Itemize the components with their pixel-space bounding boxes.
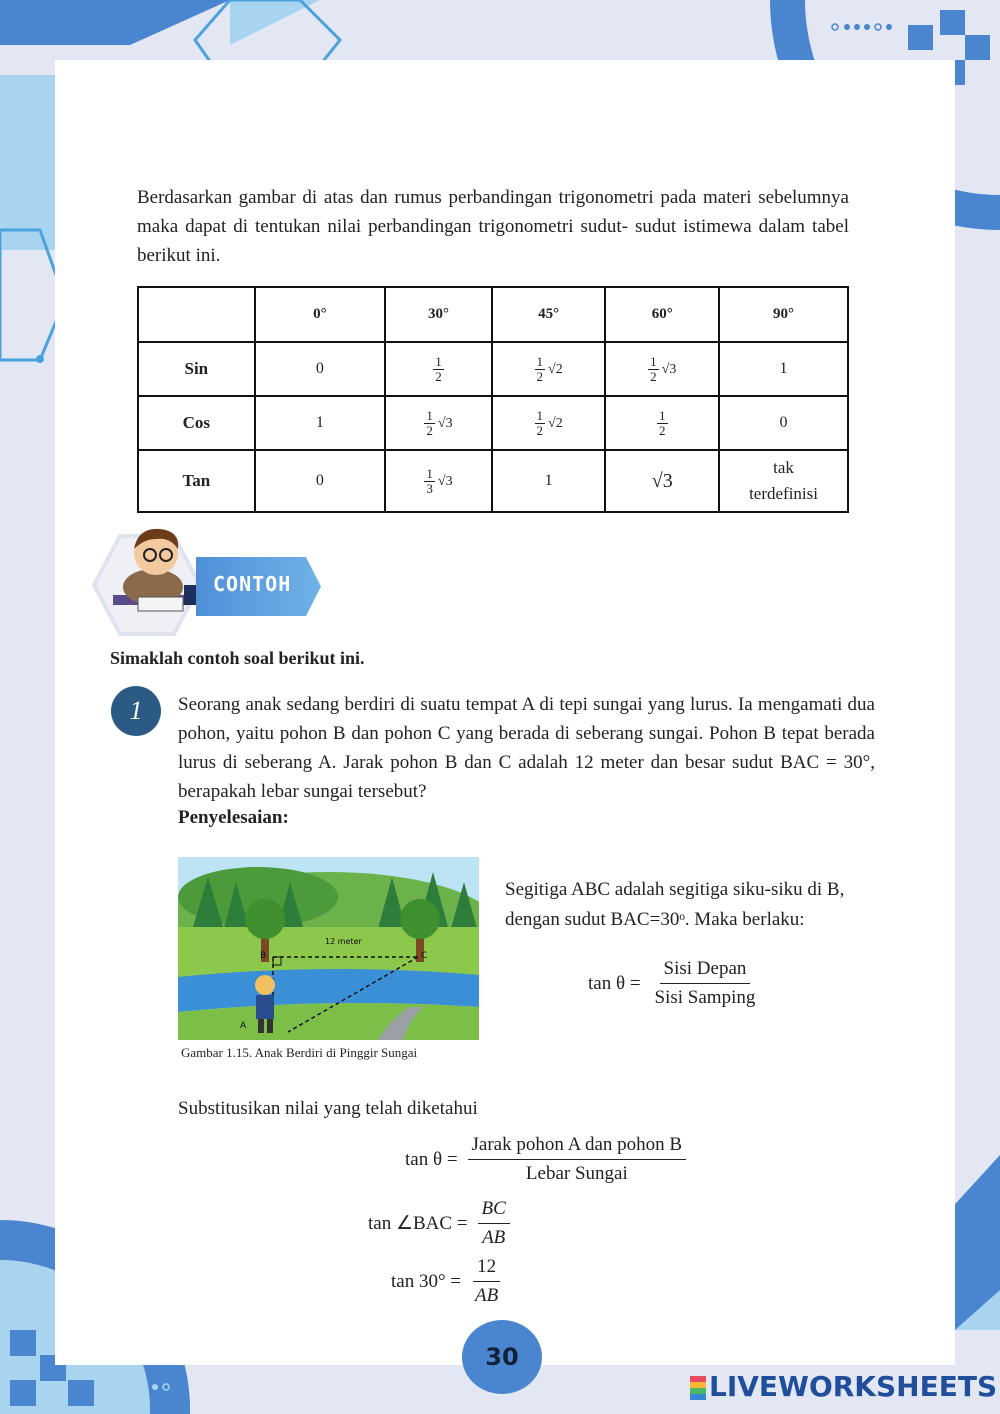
- table-cell: [385, 450, 492, 512]
- penyelesaian-label: Penyelesaian:: [178, 807, 289, 828]
- fraction-numerator: 1: [435, 353, 442, 369]
- point-b-label: B: [260, 951, 267, 961]
- river-scene: [178, 857, 479, 1040]
- equation-lhs: tan 30° =: [391, 1270, 462, 1292]
- cell-value: tak terdefinisi: [749, 458, 818, 503]
- trig-table: [137, 286, 849, 513]
- table-row: [138, 450, 848, 512]
- cell-value: 0: [779, 414, 788, 431]
- cell-value: √3: [651, 469, 673, 492]
- table-cell: [255, 450, 386, 512]
- table-header-row: [138, 287, 848, 342]
- cell-value: 1: [779, 360, 788, 377]
- brand-icon: [690, 1376, 706, 1400]
- fraction-denominator: 2: [659, 422, 666, 438]
- equation-numerator: Jarak pohon A dan pohon B: [468, 1134, 687, 1160]
- table-cell: [605, 396, 719, 450]
- page-number-badge: 30: [462, 1320, 542, 1394]
- equation-1: [588, 958, 759, 1009]
- fraction-numerator: 1: [426, 407, 433, 423]
- fraction-numerator: 1: [536, 353, 544, 369]
- table-cell: [605, 450, 719, 512]
- equation-3: [368, 1198, 510, 1249]
- fraction-denominator: 2: [536, 368, 544, 384]
- header-cell: 30°: [385, 287, 492, 342]
- segitiga-text: Segitiga ABC adalah segitiga siku-siku di B, dengan sudut BAC=30ᵒ. Maka berlaku:: [505, 879, 845, 930]
- figure-caption: Gambar 1.15. Anak Berdiri di Pinggir Sungai: [181, 1045, 418, 1060]
- row-label-tan: Tan: [138, 450, 255, 512]
- fraction-denominator: 2: [650, 368, 657, 384]
- problem-number-badge: 1: [111, 686, 161, 736]
- fraction-denominator: 2: [426, 422, 433, 438]
- table-cell: [605, 342, 719, 396]
- table-cell: [492, 450, 606, 512]
- root-term: √3: [661, 361, 677, 377]
- cell-value: 1: [315, 414, 324, 431]
- student-illustration: [108, 525, 203, 620]
- river-illustration: [178, 857, 479, 1040]
- table-row: [138, 342, 848, 396]
- row-label-cos: Cos: [138, 396, 255, 450]
- equation-lhs: tan θ =: [588, 972, 641, 994]
- problem-text: Seorang anak sedang berdiri di suatu tempat A di tepi sungai yang lurus. Ia mengamati dua pohon, yaitu pohon B dan pohon C yang berada di seberang sungai. Pohon B tepat berada lurus di seberang A. Jarak pohon B dan C adalah 12 meter dan besar sudut BAC = 30°, berapakah lebar sungai tersebut?: [178, 694, 875, 802]
- fraction-denominator: 2: [435, 368, 442, 384]
- table-cell: [719, 396, 848, 450]
- simak-instruction: Simaklah contoh soal berikut ini.: [110, 648, 365, 668]
- table-cell: [719, 342, 848, 396]
- equation-lhs: tan ∠BAC =: [368, 1213, 468, 1234]
- equation-denominator: Sisi Samping: [654, 987, 756, 1008]
- table-cell: [492, 396, 606, 450]
- fraction-numerator: 1: [659, 407, 666, 423]
- table-cell: [385, 396, 492, 450]
- distance-label: 12 meter: [325, 937, 362, 946]
- table-cell: [492, 342, 606, 396]
- equation-numerator: Sisi Depan: [660, 958, 751, 984]
- substitution-text: Substitusikan nilai yang telah diketahui: [178, 1098, 478, 1119]
- root-term: √2: [548, 415, 563, 431]
- fraction-numerator: 1: [650, 353, 657, 369]
- point-c-label: C: [421, 951, 428, 961]
- brand-text: LIVEWORKSHEETS: [709, 1370, 998, 1403]
- cell-value: 1: [544, 472, 553, 489]
- table-cell: [719, 450, 848, 512]
- point-a-label: A: [240, 1021, 247, 1031]
- intro-paragraph: Berdasarkan gambar di atas dan rumus perbandingan trigonometri pada materi sebelumnya maka dapat di tentukan nilai perbandingan trigonometri sudut- sudut istimewa dalam tabel berikut ini.: [137, 187, 849, 266]
- liveworksheets-logo: [690, 1370, 997, 1403]
- equation-denominator: AB: [482, 1227, 506, 1248]
- equation-numerator: 12: [473, 1256, 500, 1282]
- table-cell: [255, 396, 386, 450]
- table-row: [138, 396, 848, 450]
- table-cell: [385, 342, 492, 396]
- root-term: √2: [548, 361, 563, 377]
- contoh-label: CONTOH: [213, 572, 292, 596]
- fraction-denominator: 2: [536, 422, 544, 438]
- equation-numerator: BC: [478, 1198, 510, 1224]
- equation-2: [405, 1134, 686, 1185]
- equation-4: [391, 1256, 502, 1307]
- equation-denominator: AB: [475, 1285, 499, 1306]
- equation-lhs: tan θ =: [405, 1148, 458, 1170]
- cell-value: 0: [315, 360, 324, 377]
- row-label-sin: Sin: [138, 342, 255, 396]
- cell-value: 0: [315, 472, 324, 489]
- fraction-denominator: 3: [426, 480, 433, 496]
- header-cell: 0°: [255, 287, 386, 342]
- header-cell: 90°: [719, 287, 848, 342]
- table-corner-cell: [138, 287, 255, 342]
- fraction-numerator: 1: [536, 407, 544, 423]
- header-cell: 45°: [492, 287, 606, 342]
- fraction-numerator: 1: [426, 465, 433, 481]
- root-term: √3: [437, 473, 453, 489]
- equation-denominator: Lebar Sungai: [525, 1163, 628, 1184]
- root-term: √3: [437, 415, 453, 431]
- table-cell: [255, 342, 386, 396]
- header-cell: 60°: [605, 287, 719, 342]
